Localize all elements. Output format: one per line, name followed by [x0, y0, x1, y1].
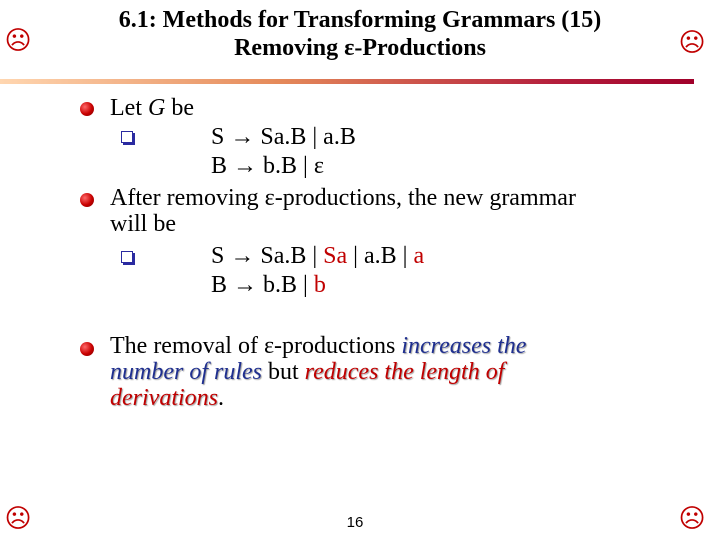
- bullet-icon: [80, 102, 94, 116]
- bullet-3-line-1: The removal of ε-productions increases the: [110, 333, 527, 359]
- bullet-2-line-2: will be: [110, 211, 176, 237]
- bullet-2-line-1: After removing ε-productions, the new grammar: [110, 185, 576, 211]
- bullet-3-line-3: derivations.: [110, 385, 224, 411]
- smiley-icon: ☹: [678, 504, 706, 534]
- smiley-icon: ☹: [4, 26, 32, 56]
- grammar-1-line-2: B → b.B | ε: [211, 153, 324, 179]
- bullet-3-line-2: number of rules but reduces the length of: [110, 359, 505, 385]
- bullet-icon: [80, 342, 94, 356]
- page-number: 16: [346, 514, 364, 531]
- smiley-icon: ☹: [678, 28, 706, 58]
- bullet-1-text: Let G be: [110, 95, 194, 121]
- bullet-icon: [80, 193, 94, 207]
- square-bullet-icon: [121, 251, 133, 263]
- square-bullet-icon: [121, 131, 133, 143]
- smiley-icon: ☹: [4, 504, 32, 534]
- title-divider: [0, 79, 694, 84]
- title-line-1: 6.1: Methods for Transforming Grammars (15): [118, 7, 602, 33]
- slide-title: [60, 6, 660, 62]
- title-line-2: Removing ε-Productions: [234, 35, 486, 61]
- grammar-1-line-1: S → Sa.B | a.B: [211, 124, 356, 150]
- grammar-2-line-2: B → b.B | b: [211, 272, 326, 298]
- grammar-2-line-1: S → Sa.B | Sa | a.B | a: [211, 243, 425, 269]
